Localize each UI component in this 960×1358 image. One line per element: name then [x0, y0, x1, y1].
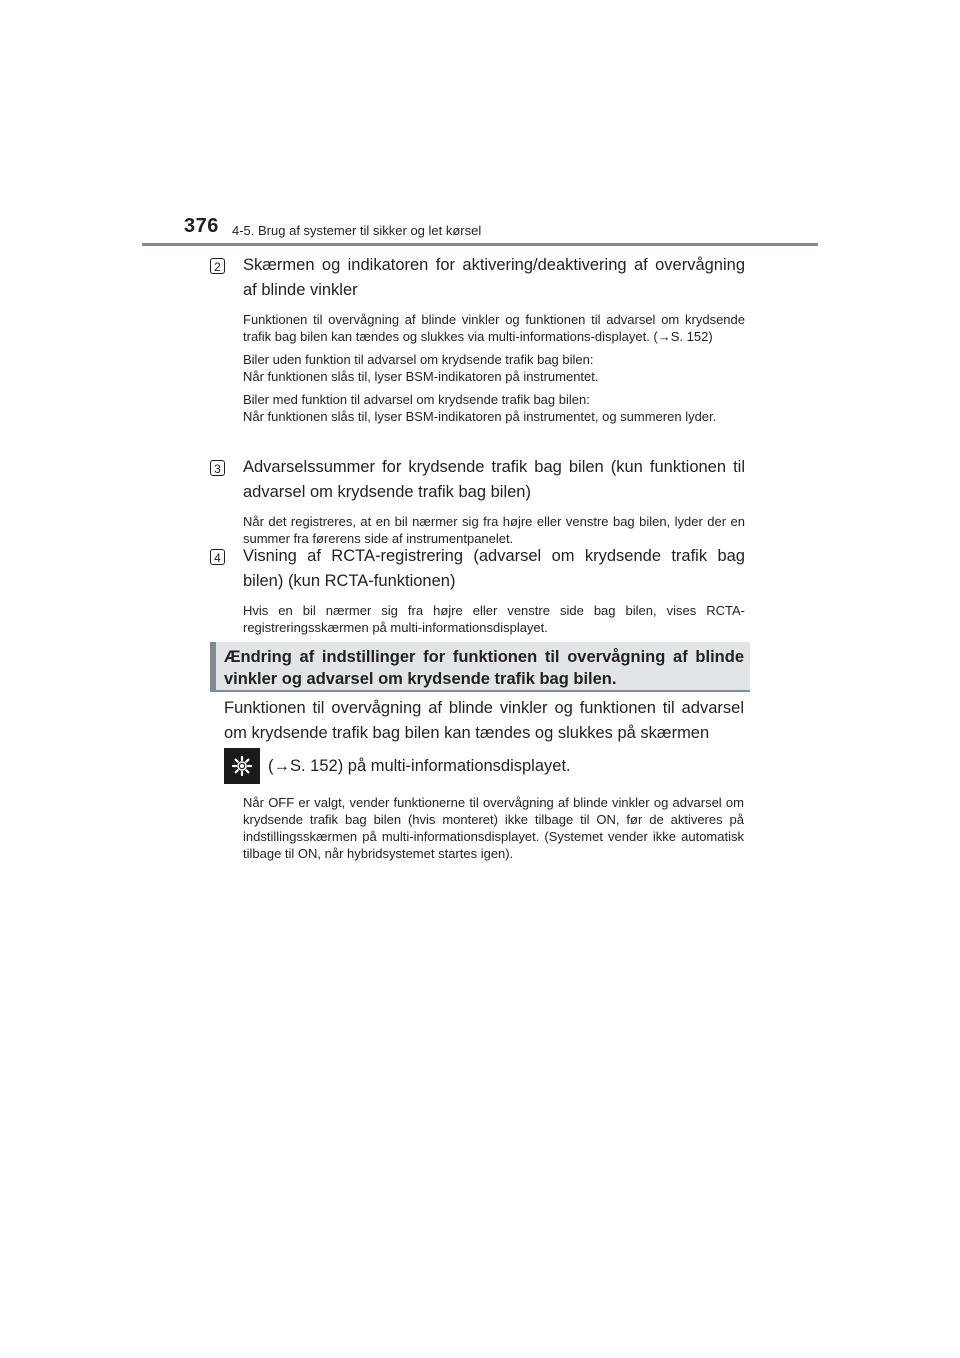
- list-item: [210, 455, 745, 547]
- item-heading: Visning af RCTA-registrering (advarsel om krydsende trafik bag bilen) (kun RCTA-funktionen): [243, 547, 745, 590]
- item-paragraph: Hvis en bil nærmer sig fra højre eller venstre side bag bilen, vises RCTA-registreringsskærmen på multi-informationsdisplayet.: [243, 603, 745, 635]
- item-paragraph: Funktionen til overvågning af blinde vinkler og funktionen til advarsel om krydsende trafik bag bilen kan tændes og slukkes via multi-informations-displayet. (→S. 152): [243, 312, 745, 344]
- item-paragraph: Når funktionen slås til, lyser BSM-indikatoren på instrumentet, og summeren lyder.: [243, 409, 717, 424]
- item-number-badge: 2: [210, 258, 225, 274]
- section-title: 4-5. Brug af systemer til sikker og let kørsel: [232, 223, 482, 238]
- item-heading: Skærmen og indikatoren for aktivering/deaktivering af overvågning af blinde vinkler: [243, 256, 745, 299]
- note-paragraph: Når OFF er valgt, vender funktionerne til overvågning af blinde vinkler og advarsel om krydsende trafik bag bilen (hvis monteret) ikke tilbage til ON, før de aktiveres på indstillingsskærmen på multi-informationsdisplayet. (Systemet vender ikke automatisk tilbage til ON, når hybridsystemet startes igen).: [243, 795, 744, 861]
- list-item: [210, 253, 745, 425]
- item-paragraph: Biler med funktion til advarsel om krydsende trafik bag bilen:: [243, 392, 590, 407]
- body-paragraph: Funktionen til overvågning af blinde vinkler og funktionen til advarsel om krydsende trafik bag bilen kan tændes og slukkes på skærmen: [224, 699, 744, 742]
- header-rule: [142, 243, 818, 246]
- item-paragraph: Når det registreres, at en bil nærmer sig fra højre eller venstre bag bilen, lyder der en summer fra førerens side af instrumentpanelet.: [243, 514, 745, 546]
- item-number-badge: 4: [210, 549, 225, 565]
- icon-reference-line: [224, 748, 571, 784]
- item-paragraph: Når funktionen slås til, lyser BSM-indikatoren på instrumentet.: [243, 369, 599, 384]
- page-reference-text: (→S. 152) på multi-informationsdisplayet.: [268, 756, 571, 775]
- list-item: [210, 544, 745, 636]
- item-heading: Advarselssummer for krydsende trafik bag bilen (kun funktionen til advarsel om krydsende trafik bag bilen): [243, 458, 745, 501]
- subheading-box: [210, 642, 750, 692]
- item-number-badge: 3: [210, 460, 225, 476]
- page-number: 376: [184, 215, 219, 237]
- item-paragraph: Biler uden funktion til advarsel om krydsende trafik bag bilen:: [243, 352, 594, 367]
- settings-gear-icon: [224, 748, 260, 784]
- subheading-text: Ændring af indstillinger for funktionen til overvågning af blinde vinkler og advarsel om krydsende trafik bag bilen.: [224, 648, 744, 688]
